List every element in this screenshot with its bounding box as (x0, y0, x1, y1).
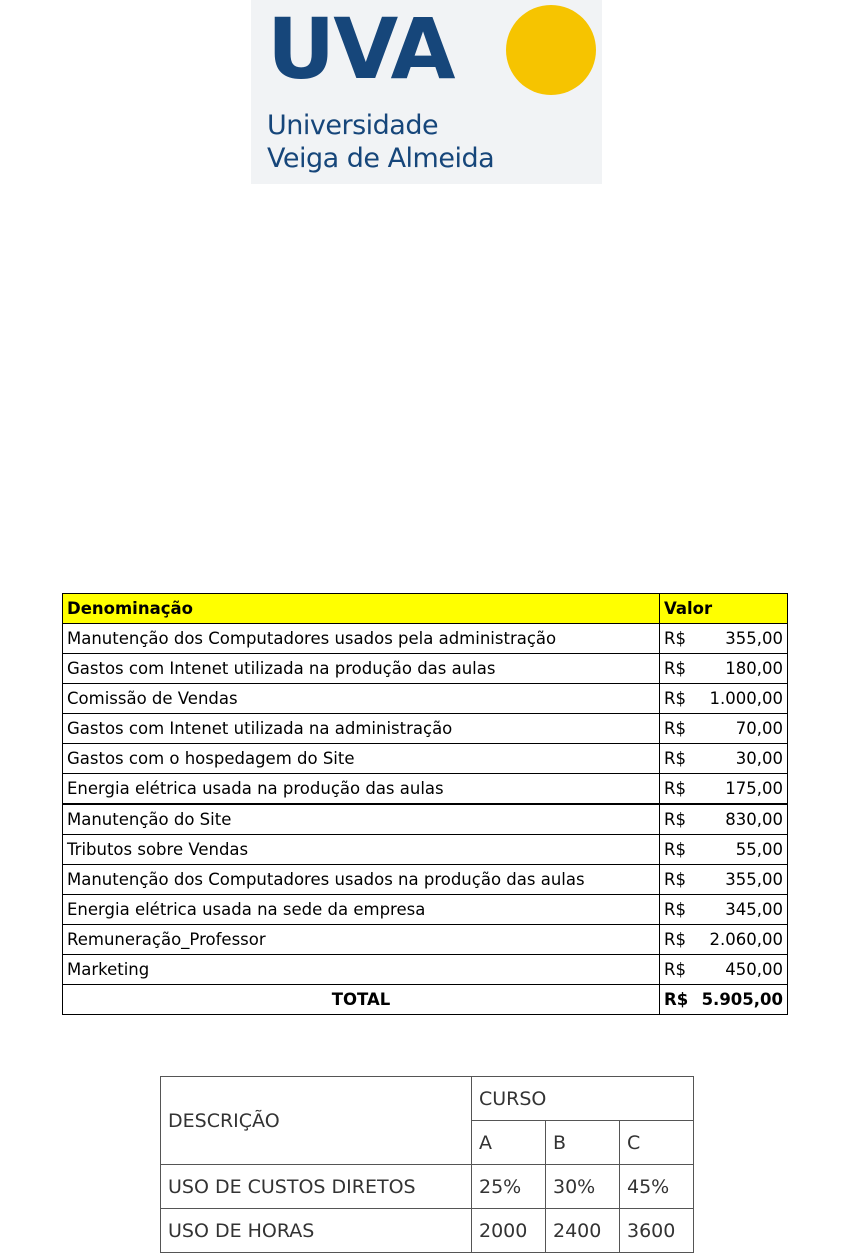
cost-table-header (63, 594, 788, 624)
row-denominacao: Gastos com Intenet utilizada na produção das aulas (63, 654, 660, 684)
row-denominacao: Manutenção do Site (63, 804, 660, 835)
table-row (63, 835, 788, 865)
row-value: 25% (472, 1165, 546, 1209)
row-valor (660, 654, 788, 684)
course-a: A (472, 1121, 546, 1165)
row-valor (660, 835, 788, 865)
table-row (63, 865, 788, 895)
row-valor (660, 925, 788, 955)
row-denominacao: Manutenção dos Computadores usados na produção das aulas (63, 865, 660, 895)
course-b: B (546, 1121, 620, 1165)
row-denominacao: Energia elétrica usada na produção das aulas (63, 774, 660, 805)
row-valor (660, 895, 788, 925)
course-c: C (620, 1121, 694, 1165)
table-row (63, 804, 788, 835)
table-row (161, 1209, 694, 1253)
course-header-row (161, 1077, 694, 1121)
total-label: TOTAL (63, 985, 660, 1015)
row-valor (660, 714, 788, 744)
header-curso: CURSO (472, 1077, 694, 1121)
amount: 55,00 (735, 840, 783, 859)
amount: 175,00 (725, 779, 783, 798)
amount: 180,00 (725, 659, 783, 678)
row-valor (660, 744, 788, 774)
table-row (63, 624, 788, 654)
logo-line-2: Veiga de Almeida (267, 143, 495, 174)
table-row (63, 774, 788, 805)
amount: 450,00 (725, 960, 783, 979)
row-denominacao: Manutenção dos Computadores usados pela administração (63, 624, 660, 654)
currency-symbol: R$ (664, 900, 686, 919)
amount: 830,00 (725, 810, 783, 829)
row-valor (660, 774, 788, 805)
table-row (63, 684, 788, 714)
header-denominacao: Denominação (63, 594, 660, 624)
amount: 355,00 (725, 870, 783, 889)
row-value: 3600 (620, 1209, 694, 1253)
table-row (63, 925, 788, 955)
currency-symbol: R$ (664, 779, 686, 798)
row-valor (660, 624, 788, 654)
row-value: 2000 (472, 1209, 546, 1253)
row-denominacao: Marketing (63, 955, 660, 985)
currency-symbol: R$ (664, 629, 686, 648)
currency-symbol: R$ (664, 719, 686, 738)
row-denominacao: Comissão de Vendas (63, 684, 660, 714)
currency-symbol: R$ (664, 930, 686, 949)
header-valor: Valor (660, 594, 788, 624)
logo-line-1: Universidade (267, 110, 439, 141)
row-value: 45% (620, 1165, 694, 1209)
currency-symbol: R$ (664, 960, 686, 979)
currency-symbol: R$ (664, 659, 686, 678)
row-valor (660, 955, 788, 985)
currency-symbol: R$ (664, 840, 686, 859)
row-valor (660, 865, 788, 895)
row-denominacao: Gastos com Intenet utilizada na administração (63, 714, 660, 744)
cost-table (62, 593, 788, 1015)
amount: 70,00 (735, 719, 783, 738)
currency-symbol: R$ (664, 749, 686, 768)
total-row (63, 985, 788, 1015)
row-denominacao: Tributos sobre Vendas (63, 835, 660, 865)
table-row (161, 1165, 694, 1209)
amount: 355,00 (725, 629, 783, 648)
logo-sun-circle (506, 5, 596, 95)
row-denominacao: Gastos com o hospedagem do Site (63, 744, 660, 774)
row-denominacao: Energia elétrica usada na sede da empresa (63, 895, 660, 925)
course-table (160, 1076, 694, 1253)
currency-symbol: R$ (664, 810, 686, 829)
table-row (63, 895, 788, 925)
row-descricao: USO DE CUSTOS DIRETOS (161, 1165, 472, 1209)
table-row (63, 955, 788, 985)
amount: 2.060,00 (709, 930, 783, 949)
header-descricao: DESCRIÇÃO (161, 1077, 472, 1165)
amount: 345,00 (725, 900, 783, 919)
uva-logo (251, 0, 602, 184)
table-row (63, 654, 788, 684)
amount: 30,00 (735, 749, 783, 768)
currency-symbol: R$ (664, 990, 689, 1009)
currency-symbol: R$ (664, 870, 686, 889)
row-value: 30% (546, 1165, 620, 1209)
table-row (63, 744, 788, 774)
row-denominacao: Remuneração_Professor (63, 925, 660, 955)
row-value: 2400 (546, 1209, 620, 1253)
total-amount: 5.905,00 (701, 990, 783, 1009)
logo-wordmark: UVA (267, 0, 454, 98)
amount: 1.000,00 (709, 689, 783, 708)
row-valor (660, 684, 788, 714)
row-descricao: USO DE HORAS (161, 1209, 472, 1253)
currency-symbol: R$ (664, 689, 686, 708)
row-valor (660, 804, 788, 835)
total-value (660, 985, 788, 1015)
table-row (63, 714, 788, 744)
